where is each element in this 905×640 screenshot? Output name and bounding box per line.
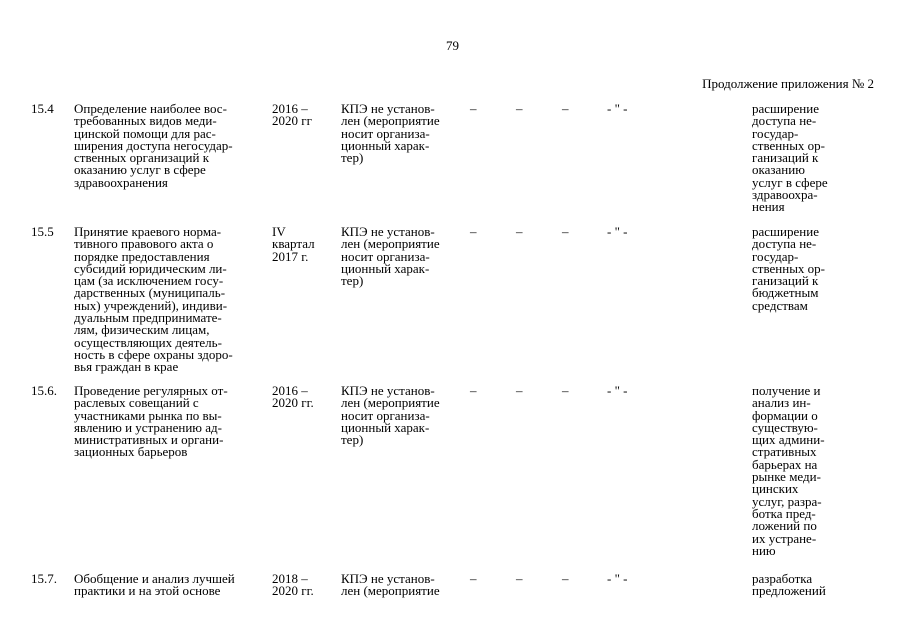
page-number: 79	[446, 38, 459, 53]
row-ditto: - " -	[607, 383, 628, 398]
row-dash-2: –	[516, 571, 523, 586]
row-number: 15.7.	[31, 571, 57, 586]
row-result: разработка предложений	[752, 571, 826, 599]
row-dash-3: –	[562, 383, 569, 398]
row-dash-3: –	[562, 101, 569, 116]
row-term: 2016 – 2020 гг	[272, 101, 312, 129]
row-ditto: - " -	[607, 571, 628, 586]
row-number: 15.4	[31, 101, 54, 116]
row-dash-1: –	[470, 383, 477, 398]
row-result: получение и анализ ин- формации о существую- щих админи- стративных барьерах на рынке меди- цинских услуг, разра- ботка пред- ложений по их устране- нию	[752, 383, 825, 558]
row-number: 15.6.	[31, 383, 57, 398]
row-ditto: - " -	[607, 224, 628, 239]
row-dash-3: –	[562, 224, 569, 239]
row-kpe: КПЭ не установ- лен (мероприятие носит организа- ционный харак- тер)	[341, 224, 440, 289]
row-result: расширение доступа не- государ- ственных ор- ганизаций к оказанию услуг в сфере здравоохра- нения	[752, 101, 828, 215]
row-dash-1: –	[470, 101, 477, 116]
row-kpe: КПЭ не установ- лен (мероприятие носит организа- ционный харак- тер)	[341, 383, 440, 448]
row-result: расширение доступа не- государ- ственных ор- ганизаций к бюджетным средствам	[752, 224, 826, 313]
row-kpe: КПЭ не установ- лен (мероприятие носит организа- ционный харак- тер)	[341, 101, 440, 166]
row-dash-1: –	[470, 224, 477, 239]
row-description: Определение наиболее вос- требованных видов меди- цинской помощи для рас- ширения доступа негосудар- ственных организаций к оказанию услуг в сфере здравоохранения	[74, 101, 233, 190]
row-term: IV квартал 2017 г.	[272, 224, 315, 264]
row-ditto: - " -	[607, 101, 628, 116]
row-term: 2016 – 2020 гг.	[272, 383, 314, 411]
continuation-label: Продолжение приложения № 2	[702, 76, 874, 91]
row-number: 15.5	[31, 224, 54, 239]
row-description: Принятие краевого норма- тивного правового акта о порядке предоставления субсидий юридическим ли- цам (за исключением госу- дарственных (муниципаль- ных) учреждений), индиви- дуальным предпринимате- лям, физическим лицам, осуществляющих деятель- ность в сфере охраны здоро- вья граждан в крае	[74, 224, 233, 375]
row-dash-2: –	[516, 383, 523, 398]
row-dash-2: –	[516, 224, 523, 239]
row-kpe: КПЭ не установ- лен (мероприятие	[341, 571, 440, 599]
row-description: Обобщение и анализ лучшей практики и на этой основе	[74, 571, 235, 599]
row-description: Проведение регулярных от- раслевых совещаний с участниками рынка по вы- явлению и устранению ад- министративных и органи- зационных барьеров	[74, 383, 228, 460]
row-dash-1: –	[470, 571, 477, 586]
row-term: 2018 – 2020 гг.	[272, 571, 314, 599]
row-dash-3: –	[562, 571, 569, 586]
row-dash-2: –	[516, 101, 523, 116]
